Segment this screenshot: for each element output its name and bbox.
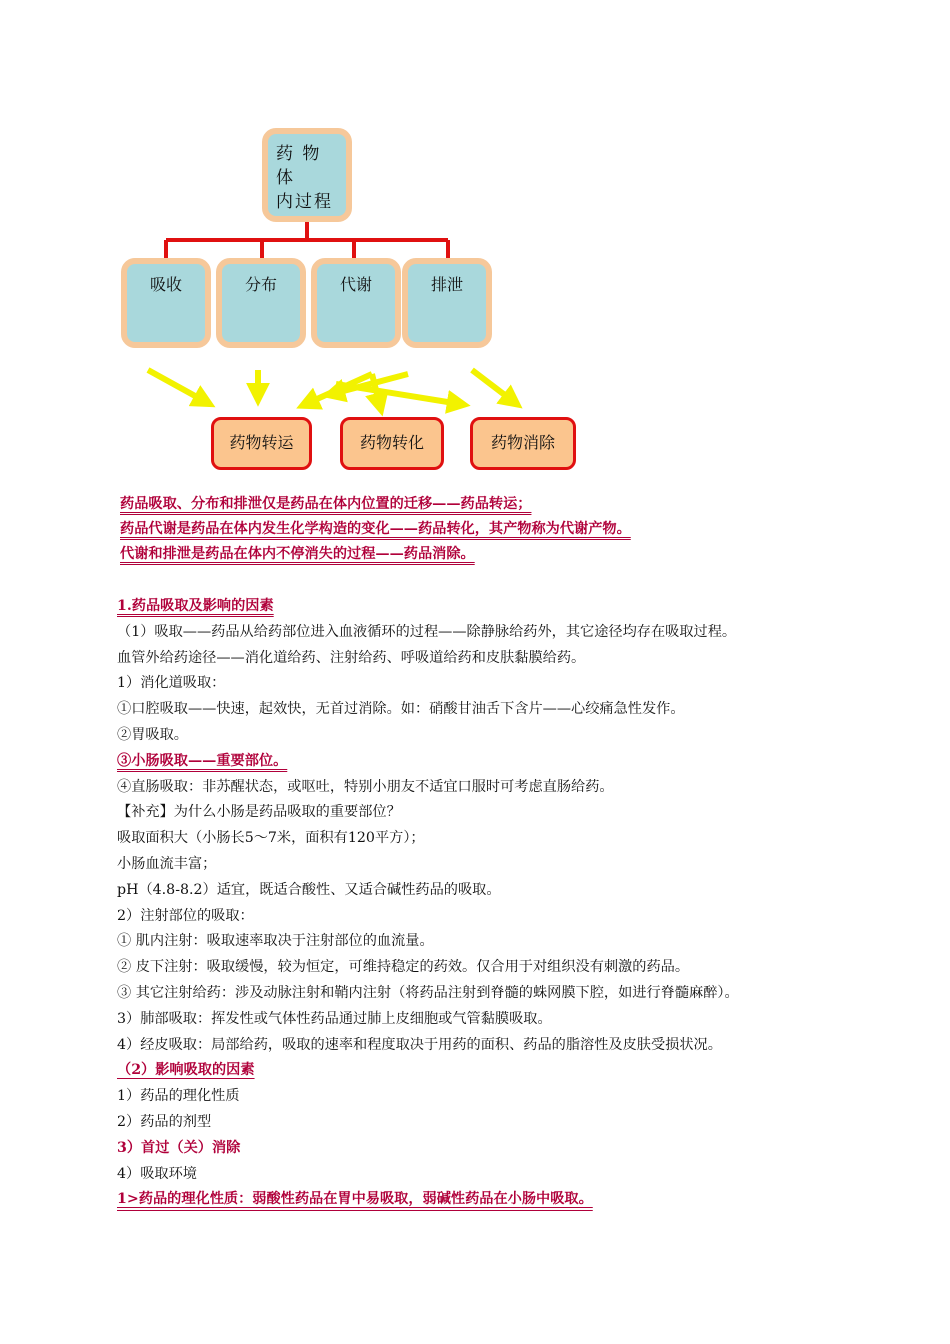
- process-box-metabolize: [311, 258, 401, 348]
- process-box-excrete: [402, 258, 492, 348]
- body-line: 血管外给药途径——消化道给药、注射给药、呼吸道给药和皮肤黏膜给药。: [117, 649, 586, 666]
- root-box: [262, 128, 352, 222]
- process-label: 代谢: [339, 275, 372, 294]
- outcome-box-transport: [211, 417, 312, 470]
- body-line: ②胃吸取。: [117, 726, 188, 743]
- arrow-excrete-elimination: [472, 370, 514, 402]
- summary-line: 药品代谢是药品在体内发生化学构造的变化——药品转化，其产物称为代谢产物。: [120, 521, 631, 537]
- summary-block: [120, 492, 631, 567]
- body-line: ④直肠吸取：非苏醒状态，或呕吐，特别小朋友不适宜口服时可考虑直肠给药。: [117, 778, 614, 795]
- body-line: （1）吸取——药品从给药部位进入血液循环的过程——除静脉给药外，其它途径均存在吸取过程。: [117, 623, 737, 640]
- summary-line: 代谢和排泄是药品在体内不停消失的过程——药品消除。: [120, 546, 475, 562]
- body-line-highlight: （2）影响吸取的因素: [117, 1062, 255, 1079]
- process-label: 分布: [244, 275, 277, 294]
- body-line: ③ 其它注射给药：涉及动脉注射和鞘内注射（将药品注射到脊髓的蛛网膜下腔，如进行脊髓麻醉）。: [117, 984, 739, 1001]
- body-line: 2）注射部位的吸取：: [117, 907, 254, 924]
- body-line: 3）肺部吸取：挥发性或气体性药品通过肺上皮细胞或气管黏膜吸取。: [117, 1010, 552, 1027]
- body-line: 1）消化道吸取：: [117, 675, 226, 692]
- body-line-highlight: 1>药品的理化性质：弱酸性药品在胃中易吸取，弱碱性药品在小肠中吸取。: [117, 1191, 593, 1208]
- root-label-line2: 内过程: [276, 192, 333, 212]
- outcome-box-elimination: [470, 417, 576, 470]
- body-line: ② 皮下注射：吸取缓慢，较为恒定，可维持稳定的药效。仅合用于对组织没有刺激的药品。: [117, 959, 690, 976]
- body-line: ① 肌内注射：吸取速率取决于注射部位的血流量。: [117, 933, 434, 950]
- body-line: ①口腔吸取——快速，起效快，无首过消除。如：硝酸甘油舌下含片——心绞痛急性发作。: [117, 701, 685, 718]
- body-line-highlight: 3）首过（关）消除: [117, 1139, 241, 1156]
- body-line: 4）吸取环境: [117, 1165, 197, 1182]
- body-line: 吸取面积大（小肠长5～7米，面积有120平方）；: [117, 830, 425, 847]
- outcome-label: 药物消除: [490, 433, 555, 452]
- outcome-label: 药物转运: [229, 433, 294, 452]
- body-line: 1）药品的理化性质: [117, 1088, 240, 1105]
- body-line: 小肠血流丰富；: [117, 855, 217, 872]
- root-label-line1: 药 物 体: [276, 144, 322, 188]
- body-line-highlight: ③小肠吸取——重要部位。: [117, 752, 288, 769]
- diagram-connectors: [0, 0, 950, 490]
- summary-line: 药品吸取、分布和排泄仅是药品在体内位置的迁移——药品转运；: [120, 496, 532, 512]
- body-line: pH（4.8-8.2）适宜，既适合酸性、又适合碱性药品的吸取。: [117, 881, 501, 898]
- process-label: 吸收: [149, 275, 182, 294]
- section-1: [117, 594, 897, 1213]
- section-heading: 1.药品吸取及影响的因素: [117, 598, 274, 614]
- drug-process-diagram: [0, 0, 950, 490]
- process-box-absorb: [121, 258, 211, 348]
- body-line: 【补充】为什么小肠是药品吸取的重要部位？: [117, 804, 401, 821]
- arrow-absorb-transport: [148, 370, 206, 402]
- body-line: 2）药品的剂型: [117, 1113, 212, 1130]
- process-box-distribute: [216, 258, 306, 348]
- outcome-label: 药物转化: [359, 433, 424, 452]
- process-label: 排泄: [430, 275, 463, 294]
- body-line: 4）经皮吸取：局部给药，吸取的速率和程度取决于用药的面积、药品的脂溶性及皮肤受损状况。: [117, 1036, 722, 1053]
- outcome-box-transform: [340, 417, 444, 470]
